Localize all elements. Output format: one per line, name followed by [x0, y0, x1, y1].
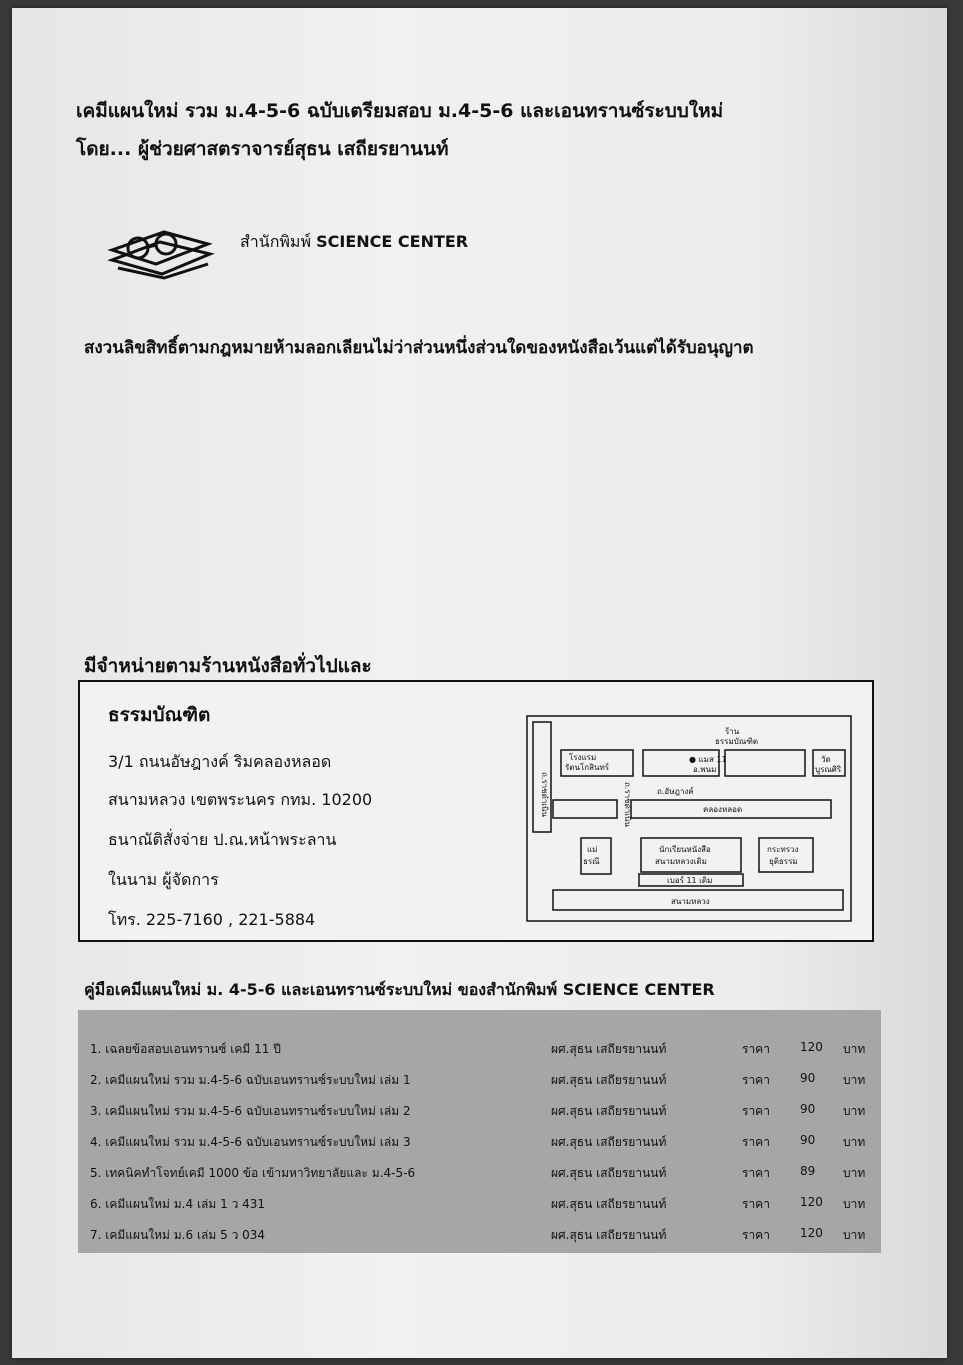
map-bus: เบอร์ 11 เดิม — [667, 876, 713, 885]
author-line: โดย... ผู้ช่วยศาสตราจารย์สุธน เสถียรยานนท์ — [76, 138, 449, 160]
shop-address-2: สนามหลวง เขตพระนคร กทม. 10200 — [108, 790, 373, 809]
copyright-notice: สงวนลิขสิทธิ์ตามกฎหมายห้ามลอกเลียนไม่ว่าส่วนหนึ่งส่วนใดของหนังสือเว้นแต่ได้รับอนุญาต — [84, 338, 754, 358]
publisher-prefix: สำนักพิมพ์ — [240, 232, 312, 251]
map-bank-2: อ.พนม — [693, 765, 717, 774]
map-temple: วัด — [821, 755, 831, 764]
map-shrine-2: ธรณี — [583, 857, 600, 866]
booklist-table — [78, 1010, 881, 1253]
shop-payee: ในนาม ผู้จัดการ — [108, 870, 219, 889]
shop-name: ธรรมบัณฑิต — [108, 704, 211, 726]
map-shrine: แม่ — [587, 845, 598, 854]
shop-phone: โทร. 225-7160 , 221-5884 — [108, 910, 316, 929]
map-road-asadang: ถ.อัษฎางค์ — [657, 787, 694, 796]
table-row: 5. เทคนิคทำโจทย์เคมี 1000 ข้อ เข้ามหาวิทยาลัยและ ม.4-5-6 ผศ.สุธน เสถียรยานนท์ ราคา 89 บาท — [90, 1164, 866, 1180]
table-row: 4. เคมีแผนใหม่ รวม ม.4-5-6 ฉบับเอนทรานซ์ระบบใหม่ เล่ม 3 ผศ.สุธน เสถียรยานนท์ ราคา 90 บาท — [90, 1133, 866, 1149]
map-temple-name: บูรณศิริ — [815, 765, 842, 774]
table-row: 7. เคมีแผนใหม่ ม.6 เล่ม 5 ว 034 ผศ.สุธน เสถียรยานนท์ ราคา 120 บาท — [90, 1226, 866, 1242]
map-shop: ร้าน — [725, 727, 740, 736]
map-road-left: ถ.ราชดำเนิน — [540, 772, 549, 817]
shop-payment: ธนาณัติสั่งจ่าย ป.ณ.หน้าพระลาน — [108, 830, 337, 849]
map-sanam-luang: สนามหลวง — [671, 897, 710, 906]
map-ministry: กระทรวง — [767, 845, 799, 854]
shop-info-box — [78, 680, 874, 942]
table-row: 3. เคมีแผนใหม่ รวม ม.4-5-6 ฉบับเอนทรานซ์ระบบใหม่ เล่ม 2 ผศ.สุธน เสถียรยานนท์ ราคา 90 บาท — [90, 1102, 866, 1118]
table-row: 2. เคมีแผนใหม่ รวม ม.4-5-6 ฉบับเอนทรานซ์ระบบใหม่ เล่ม 1 ผศ.สุธน เสถียรยานนท์ ราคา 90 บาท — [90, 1071, 866, 1087]
publisher-brand: SCIENCE CENTER — [316, 232, 469, 251]
booklist-heading: คู่มือเคมีแผนใหม่ ม. 4-5-6 และเอนทรานซ์ระบบใหม่ ของสำนักพิมพ์ SCIENCE CENTER — [84, 980, 715, 999]
map-bookstore-2: สนามหลวงเดิม — [655, 857, 707, 866]
map-bookstore: นักเรียนหนังสือ — [659, 845, 711, 854]
map-road-mid: ถ.ราชดำเนิน — [623, 782, 632, 827]
table-row: 6. เคมีแผนใหม่ ม.4 เล่ม 1 ว 431 ผศ.สุธน เสถียรยานนท์ ราคา 120 บาท — [90, 1195, 866, 1211]
map-canal: คลองหลอด — [703, 805, 743, 814]
map-hotel-name: รัตนโกสินทร์ — [565, 763, 610, 772]
table-row: 1. เฉลยข้อสอบเอนทรานซ์ เคมี 11 ปี ผศ.สุธน เสถียรยานนท์ ราคา 120 บาท — [90, 1040, 866, 1056]
map-bank: ● แมส 11 — [689, 755, 727, 764]
book-back-cover — [12, 8, 947, 1358]
distribution-heading: มีจำหน่ายตามร้านหนังสือทั่วไปและ — [84, 655, 372, 677]
book-title: เคมีแผนใหม่ รวม ม.4-5-6 ฉบับเตรียมสอบ ม.4-5-6 และเอนทรานซ์ระบบใหม่ — [76, 100, 724, 122]
publisher-logo-icon — [104, 220, 216, 282]
map-ministry-2: ยุติธรรม — [769, 857, 798, 866]
location-map — [525, 712, 855, 927]
map-hotel: โรงแรม — [569, 753, 597, 762]
shop-address-1: 3/1 ถนนอัษฎางค์ ริมคลองหลอด — [108, 752, 332, 771]
map-shop-name: ธรรมบัณฑิต — [715, 737, 759, 746]
publisher-name — [240, 230, 468, 255]
